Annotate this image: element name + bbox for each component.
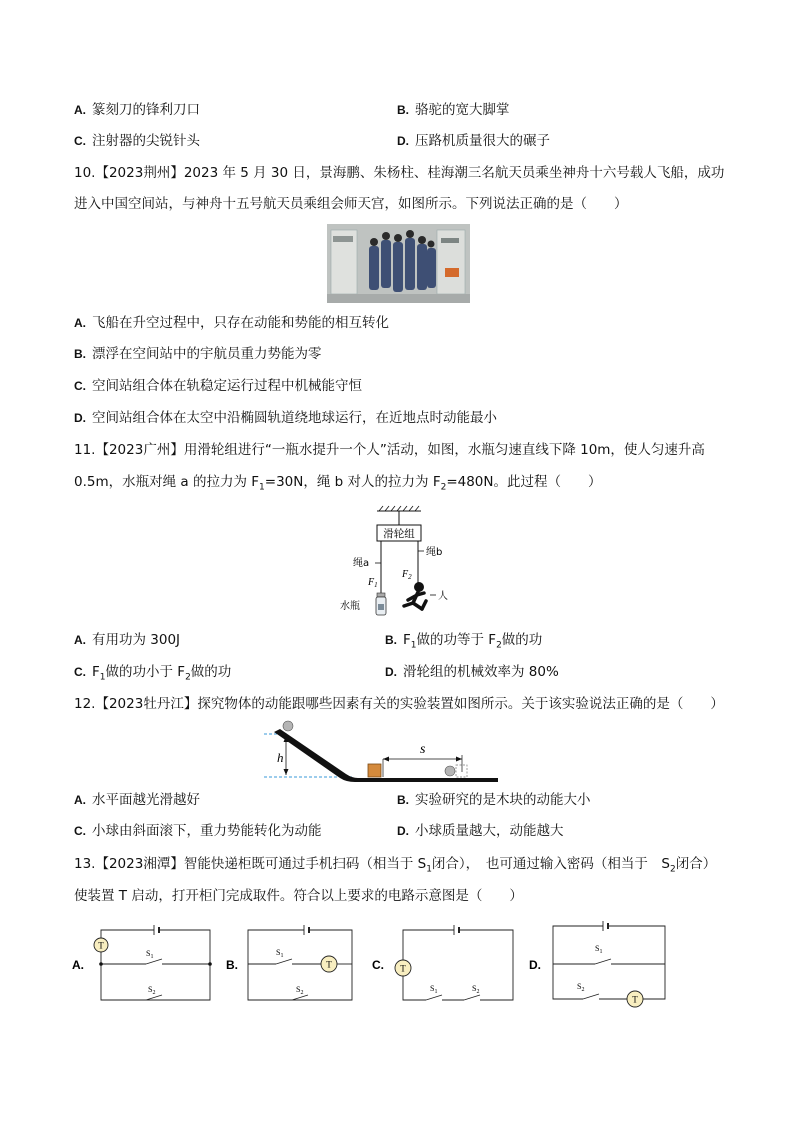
s2-subscript: 2 <box>152 990 156 996</box>
option-text: 骆驼的宽大脚掌 <box>415 102 510 118</box>
q10-option-c <box>74 376 362 396</box>
f2-letter: F <box>402 569 409 580</box>
option-text: 漂浮在空间站中的宇航员重力势能为零 <box>92 346 322 362</box>
s2-label <box>148 985 155 996</box>
text: 13.【2023湘潭】智能快递柜既可通过手机扫码（相当于 S <box>74 856 427 872</box>
option-label: C. <box>74 134 86 148</box>
t-label: T <box>400 963 406 974</box>
s1-label <box>595 944 602 955</box>
s2-letter: S <box>472 984 477 993</box>
q10-stem-line2: 进入中国空间站，与神舟十五号航天员乘组会师天宫，如图所示。下列说法正确的是（ ） <box>74 196 628 212</box>
f2-label <box>401 569 412 581</box>
s2-letter: S <box>148 985 153 994</box>
option-label: A. <box>74 316 86 330</box>
s2-subscript: 2 <box>581 987 585 993</box>
t-label: T <box>632 994 638 1005</box>
q11-option-d <box>385 662 559 682</box>
q9-option-b <box>397 100 510 120</box>
option-label: B. <box>397 793 409 807</box>
text: 闭合） <box>675 856 717 872</box>
s2-subscript: 2 <box>476 989 480 995</box>
t-label: T <box>98 940 104 951</box>
text: 做的功 <box>190 664 232 680</box>
subscript: 2 <box>670 864 676 875</box>
q12-option-b <box>397 790 591 810</box>
option-label: C. <box>74 379 86 393</box>
q11-option-c <box>74 662 231 688</box>
s2-letter: S <box>296 985 301 994</box>
q9-option-d <box>397 131 550 151</box>
s1-letter: S <box>276 948 281 957</box>
option-label: C. <box>74 665 86 679</box>
option-text: 滑轮组的机械效率为 80% <box>403 664 559 680</box>
s1-subscript: 1 <box>280 953 284 959</box>
subscript: 2 <box>185 672 191 683</box>
pulley-diagram <box>336 505 466 620</box>
s2-label <box>296 985 303 996</box>
text: 做的功等于 F <box>416 632 497 648</box>
kinetic-energy-setup-diagram <box>262 716 502 782</box>
subscript: 2 <box>440 482 447 493</box>
s1-letter: S <box>430 984 435 993</box>
option-label: B. <box>397 103 409 117</box>
q10-option-a <box>74 313 389 333</box>
s1-letter: S <box>595 944 600 953</box>
option-label: B. <box>385 633 397 647</box>
q11-stem-line2 <box>74 472 602 498</box>
option-label: A. <box>74 103 86 117</box>
q10-stem-line1: 10.【2023荆州】2023 年 5 月 30 日，景海鹏、朱杨柱、桂海潮三名航天员乘坐神舟十六号载人飞船，成功 <box>74 165 725 181</box>
option-text: 飞船在升空过程中，只存在动能和势能的相互转化 <box>92 315 389 331</box>
subscript: 1 <box>259 482 265 493</box>
circuit-a <box>70 920 220 1006</box>
s2-label <box>472 984 479 995</box>
option-label: A. <box>74 793 86 807</box>
option-text: 实验研究的是木块的动能大小 <box>415 792 591 808</box>
h-label: h <box>277 750 284 765</box>
s1-subscript: 1 <box>599 949 603 955</box>
q9-option-c <box>74 131 200 151</box>
q12-stem: 12.【2023牡丹江】探究物体的动能跟哪些因素有关的实验装置如图所示。关于该实验说法正确的是（ ） <box>74 696 724 712</box>
subscript: 1 <box>410 640 417 651</box>
f1-label <box>367 577 378 589</box>
q12-option-a <box>74 790 200 810</box>
option-label: D. <box>397 134 409 148</box>
option-label: D. <box>74 411 86 425</box>
s1-letter: S <box>146 949 151 958</box>
q13-stem-line2: 使装置 T 启动，打开柜门完成取件。符合以上要求的电路示意图是（ ） <box>74 888 523 904</box>
rope-b-label: 绳b <box>426 547 443 558</box>
f2-subscript: 2 <box>408 573 412 581</box>
circuit-label: A. <box>72 958 84 972</box>
text: 做的功小于 F <box>105 664 186 680</box>
circuit-d <box>525 915 675 1011</box>
q11-stem-line1: 11.【2023广州】用滑轮组进行“一瓶水提升一个人”活动，如图，水瓶匀速直线下降 10m，使人匀速升高 <box>74 442 705 458</box>
text: =30N，绳 b 对人的拉力为 F <box>264 474 441 490</box>
text: 闭合）， 也可通过输入密码（相当于 S <box>431 856 670 872</box>
option-text: 空间站组合体在轨稳定运行过程中机械能守恒 <box>92 378 362 394</box>
s2-subscript: 2 <box>300 990 304 996</box>
option-label: D. <box>397 824 409 838</box>
option-text: 篆刻刀的锋利刀口 <box>92 102 200 118</box>
circuit-label: C. <box>372 958 384 972</box>
q12-option-d <box>397 821 564 841</box>
q10-option-b <box>74 344 322 364</box>
option-text: 小球质量越大，动能越大 <box>415 823 564 839</box>
option-label: D. <box>385 665 397 679</box>
s2-letter: S <box>577 982 582 991</box>
circuit-b <box>224 920 359 1006</box>
person-label: 人 <box>438 591 448 602</box>
pulley-label: 滑轮组 <box>383 528 415 540</box>
bottle-label: 水瓶 <box>340 601 360 612</box>
s1-label <box>276 948 283 959</box>
option-text: 小球由斜面滚下，重力势能转化为动能 <box>92 823 322 839</box>
f1-letter: F <box>368 577 375 588</box>
f1-subscript: 1 <box>374 581 378 589</box>
subscript: 1 <box>426 864 432 875</box>
subscript: 1 <box>99 672 106 683</box>
subscript: 2 <box>496 640 502 651</box>
option-text: 有用功为 300J <box>92 632 181 648</box>
text: 0.5m，水瓶对绳 a 的拉力为 F <box>74 474 260 490</box>
astronauts-photo <box>327 224 470 303</box>
circuit-label: B. <box>226 958 238 972</box>
s1-label <box>430 984 437 995</box>
s1-label <box>146 949 153 960</box>
circuit-label: D. <box>529 958 541 972</box>
option-label: A. <box>74 633 86 647</box>
option-label: B. <box>74 347 86 361</box>
q11-option-b <box>385 630 542 656</box>
rope-a-label: 绳a <box>353 558 370 569</box>
option-text: 压路机质量很大的碾子 <box>415 133 550 149</box>
circuit-c <box>370 920 520 1006</box>
s1-subscript: 1 <box>434 989 438 995</box>
text: 做的功 <box>501 632 543 648</box>
text: =480N。此过程（ ） <box>446 474 602 490</box>
s1-subscript: 1 <box>150 954 154 960</box>
q13-stem-line1 <box>74 854 716 880</box>
text: F <box>403 632 411 648</box>
option-label: C. <box>74 824 86 838</box>
t-label: T <box>326 959 332 970</box>
q11-option-a <box>74 630 180 650</box>
option-text: 注射器的尖锐针头 <box>92 133 200 149</box>
s2-label <box>577 982 584 993</box>
q9-option-a <box>74 100 200 120</box>
option-text: 水平面越光滑越好 <box>92 792 200 808</box>
q10-option-d <box>74 408 497 428</box>
q12-option-c <box>74 821 322 841</box>
text: F <box>92 664 100 680</box>
option-text: 空间站组合体在太空中沿椭圆轨道绕地球运行，在近地点时动能最小 <box>92 410 497 426</box>
s-label: s <box>420 742 426 757</box>
